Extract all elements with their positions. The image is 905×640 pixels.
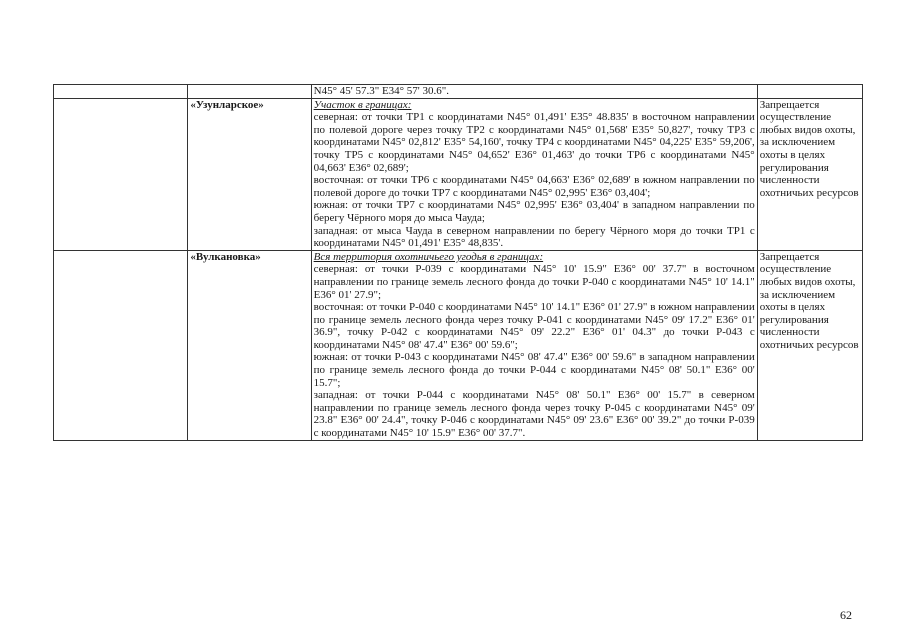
boundary-paragraph: западная: от точки Р-044 с координатами N45° 08' 50.1" E36° 00' 15.7" в северном направлении по границе земель лесного фонда через точку Р-045 с координатами N45° 09' 23.8" E36° 00' 24.4", точку Р-046 с координатами N45° 09' 23.6" E36° 00' 39.2" до точки Р-039 с координатами N45° 10' 15.9" E36° 00' 37.7". (313, 389, 755, 440)
boundary-paragraph: западная: от мыса Чауда в северном направлении по берегу Чёрного моря до точки ТР1 с координатами N45° 01,491' E35° 48,835'. (313, 224, 755, 250)
ground-name: «Вулкановка» (190, 250, 261, 263)
table-row (54, 250, 863, 440)
ground-name-cell (188, 85, 311, 99)
restriction-cell (757, 98, 862, 250)
ground-name-cell (188, 98, 311, 250)
blank-cell (54, 250, 188, 440)
ground-name: «Узунларское» (190, 98, 264, 111)
boundary-paragraph: восточная: от точки ТР6 с координатами N45° 04,663' E36° 02,689' в южном направлении по полевой дороге до точки ТР7 с координатами N45° 02,995' E36° 03,404'; (313, 174, 755, 199)
boundary-heading: Вся территория охотничьего угодья в границах: (313, 250, 544, 263)
blank-cell (54, 85, 188, 99)
restriction-cell (757, 85, 862, 99)
ground-name-cell (188, 250, 311, 440)
restriction-cell (757, 250, 862, 440)
boundary-heading: Участок в границах: (313, 98, 412, 111)
boundary-paragraph: северная: от точки ТР1 с координатами N45° 01,491' E35° 48.835' в восточном направлении по полевой дороге через точку ТР2 с координатами N45° 01,568' E35° 50,827', точку ТР3 с координатами N45° 02,812' E35° 54,160', точку ТР4 с координатами N45° 04,225' E35° 59,206', точку ТР5 с координатами N45° 04,652' E36° 01,463' до точки ТР6 с координатами N45° 04,663' E36° 02,689'; (313, 111, 755, 174)
hunting-grounds-table (53, 84, 863, 441)
restriction-text: Запрещается осуществление любых видов охоты, за исключением охоты в целях регулирования численности охотничьих ресурсов (759, 98, 859, 199)
boundary-paragraph: южная: от точки Р-043 с координатами N45° 08' 47.4" E36° 00' 59.6" в западном направлении по границе земель лесного фонда до точки Р-044 с координатами N45° 08' 50.1" E36° 00' 15.7"; (313, 351, 755, 389)
boundary-description-cell (311, 85, 757, 99)
blank-cell (54, 98, 188, 250)
boundary-paragraph: N45° 45' 57.3" E34° 57' 30.6". (313, 85, 450, 97)
table-row (54, 98, 863, 250)
table-row (54, 85, 863, 99)
page-number: 62 (840, 608, 852, 622)
boundary-paragraph: восточная: от точки Р-040 с координатами N45° 10' 14.1" E36° 01' 27.9" в южном направлении по границе земель лесного фонда через точку Р-041 с координатами N45° 09' 17.2" E36° 01' 36.9", точку Р-042 с координатами N45° 09' 22.2" E36° 01' 04.3" до точки Р-043 с координатами N45° 08' 47.4" E36° 00' 59.6"; (313, 301, 755, 351)
boundary-description-cell (311, 250, 757, 440)
restriction-text: Запрещается осуществление любых видов охоты, за исключением охоты в целях регулирования численности охотничьих ресурсов (759, 250, 859, 351)
boundary-paragraph: северная: от точки Р-039 с координатами N45° 10' 15.9" E36° 00' 37.7" в восточном направлении по границе земель лесного фонда до точки Р-040 с координатами N45° 10' 14.1" E36° 01' 27.9"; (313, 263, 755, 301)
boundary-paragraph: южная: от точки ТР7 с координатами N45° 02,995' E36° 03,404' в западном направлении по берегу Чёрного моря до мыса Чауда; (313, 199, 755, 224)
boundary-description-cell (311, 98, 757, 250)
